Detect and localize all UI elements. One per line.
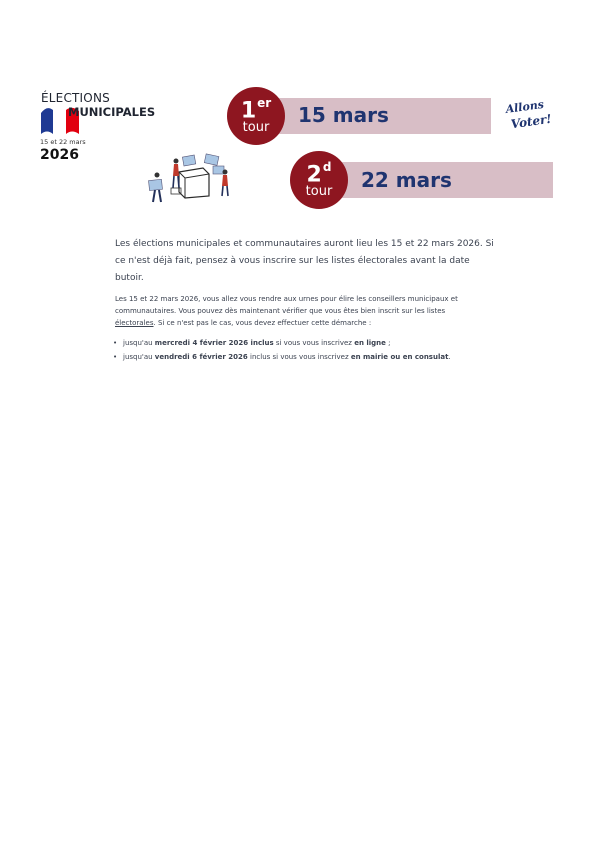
round-1-label: tour [242,120,270,135]
logo-dates: 15 et 22 mars [40,138,86,146]
round-2-badge [290,151,348,209]
allons-voter-slogan [503,96,553,132]
bullet-2-pre: jusqu'au [123,353,155,361]
bullet-1-deadline: mercredi 4 février 2026 inclus [154,339,274,347]
round-1-badge [227,87,285,145]
bullet-2-deadline: vendredi 6 février 2026 [154,353,248,361]
svg-text:Voter!: Voter! [509,111,553,132]
round-2-number: 2 [306,162,322,188]
round-2-label: tour [305,184,333,199]
bullet-1-post: ; [385,339,391,347]
electoral-lists-link[interactable]: électorales [115,319,154,327]
details-paragraph [115,293,470,329]
logo-year: 2026 [40,147,79,163]
logo-elections-label: ÉLECTIONS [41,91,110,105]
bullet-2-post: . [448,353,451,361]
details-text-2: . Si ce n'est pas le cas, vous devez effectuer cette démarche : [153,319,372,327]
bullet-1-pre: jusqu'au [123,339,155,347]
bullet-1-mid: si vous vous inscrivez [273,339,355,347]
round-1-date: 15 mars [298,103,389,127]
list-item [113,351,473,363]
bullet-icon: • [113,339,118,347]
bullet-2-method: en mairie ou en consulat [350,353,449,361]
bullet-1-method: en ligne [354,339,386,347]
round-2-suffix: d [322,160,332,174]
svg-text:Allons: Allons [504,97,545,117]
round-2-date: 22 mars [361,168,452,192]
round-1-number: 1 [240,98,257,124]
details-text-1: Les 15 et 22 mars 2026, vous allez vous rendre aux urnes pour élire les conseillers municipaux et communautaires. Vous pouvez dès maintenant vérifier que vous êtes bien inscrit sur les listes [115,295,458,315]
logo-municipales-label: MUNICIPALES [68,105,156,119]
bullet-2-mid: inclus si vous vous inscrivez [247,353,351,361]
round-1-suffix: er [257,96,272,110]
voting-illustration [145,152,235,210]
list-item [113,337,473,349]
intro-paragraph: Les élections municipales et communautaires auront lieu les 15 et 22 mars 2026. Si ce n'est déjà fait, pensez à vous inscrire sur les listes électorales avant la date butoir. [115,239,494,283]
bullet-icon: • [113,353,118,361]
